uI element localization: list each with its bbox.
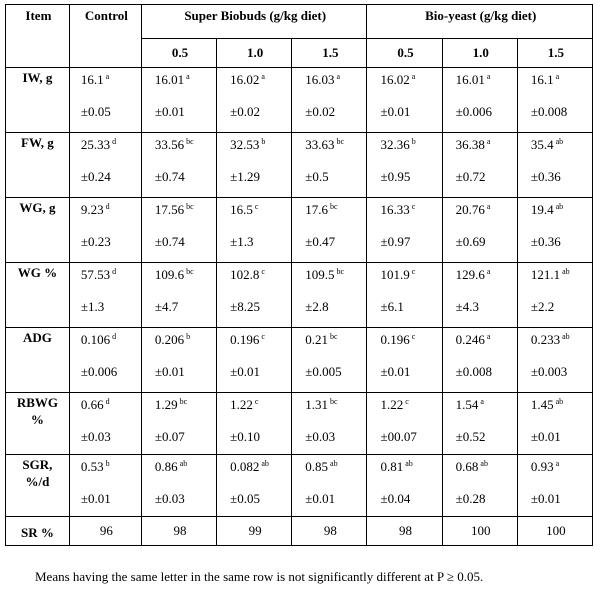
mean-number: 0.196 bbox=[230, 332, 260, 347]
value-cell bbox=[442, 455, 517, 517]
mean-value bbox=[380, 137, 415, 153]
mean-number: 16.1 bbox=[80, 72, 104, 87]
value-cell bbox=[517, 455, 592, 517]
mean-value bbox=[155, 267, 194, 283]
header-bio-yeast: Bio-yeast (g/kg diet) bbox=[367, 5, 593, 39]
value-cell bbox=[367, 133, 442, 198]
mean-number: 1.54 bbox=[455, 397, 479, 412]
mean-number: 0.85 bbox=[305, 459, 329, 474]
sd-value: ±0.05 bbox=[80, 104, 111, 119]
value-cell bbox=[217, 133, 292, 198]
significance-letter: b bbox=[186, 331, 191, 341]
mean-number: 0.082 bbox=[230, 459, 260, 474]
data-row bbox=[6, 68, 593, 133]
sd-value: ±6.1 bbox=[380, 299, 404, 314]
significance-letter: bc bbox=[186, 201, 194, 211]
significance-letter: a bbox=[186, 71, 190, 81]
mean-number: 101.9 bbox=[380, 267, 410, 282]
header-item: Item bbox=[6, 5, 70, 68]
sd-value: ±0.10 bbox=[230, 429, 260, 444]
header-super-biobuds: Super Biobuds (g/kg diet) bbox=[141, 5, 367, 39]
mean-number: 9.23 bbox=[80, 202, 104, 217]
significance-letter: a bbox=[486, 201, 491, 211]
value-cell bbox=[517, 133, 592, 198]
mean-value bbox=[305, 72, 340, 88]
mean-value bbox=[456, 202, 491, 218]
mean-value bbox=[81, 267, 116, 283]
sd-value: ±0.01 bbox=[380, 364, 411, 379]
mean-value bbox=[531, 397, 563, 413]
value-cell bbox=[442, 263, 517, 328]
sd-value: ±0.01 bbox=[530, 429, 561, 444]
significance-letter: d bbox=[112, 266, 117, 276]
sd-value: ±0.006 bbox=[455, 104, 493, 119]
significance-letter: a bbox=[486, 136, 491, 146]
significance-letter: ab bbox=[330, 458, 338, 468]
mean-value bbox=[155, 459, 187, 475]
mean-value bbox=[155, 332, 190, 348]
mean-number: 1.29 bbox=[154, 397, 178, 412]
significance-letter: ab bbox=[480, 458, 488, 468]
mean-number: 1.22 bbox=[380, 397, 404, 412]
sd-value: ±0.04 bbox=[380, 491, 411, 506]
sd-value: ±0.005 bbox=[305, 364, 342, 379]
mean-number: 32.36 bbox=[380, 137, 410, 152]
significance-letter: ab bbox=[555, 136, 564, 146]
sd-value: ±1.3 bbox=[230, 234, 254, 249]
mean-number: 32.53 bbox=[230, 137, 260, 152]
significance-letter: a bbox=[105, 71, 110, 81]
mean-number: 0.206 bbox=[154, 332, 185, 347]
sd-value: ±0.03 bbox=[80, 429, 111, 444]
significance-letter: b bbox=[261, 136, 266, 146]
significance-letter: c bbox=[261, 266, 265, 276]
significance-letter: bc bbox=[336, 136, 345, 146]
value-cell bbox=[517, 263, 592, 328]
sd-value: ±0.01 bbox=[154, 364, 185, 379]
mean-value bbox=[230, 72, 265, 88]
mean-value bbox=[456, 72, 491, 88]
mean-number: 16.02 bbox=[380, 72, 410, 87]
mean-value bbox=[230, 202, 258, 218]
sd-value: ±0.01 bbox=[530, 491, 561, 506]
sd-value: ±0.36 bbox=[530, 234, 561, 249]
row-label bbox=[6, 455, 70, 517]
sd-value: ±0.01 bbox=[380, 104, 411, 119]
significance-letter: d bbox=[112, 331, 117, 341]
sd-value: ±1.29 bbox=[230, 169, 260, 184]
sd-value: ±2.8 bbox=[305, 299, 329, 314]
mean-value bbox=[380, 267, 415, 283]
sr-value: 100 bbox=[517, 517, 592, 546]
value-cell bbox=[217, 263, 292, 328]
data-row bbox=[6, 393, 593, 455]
value-cell bbox=[442, 68, 517, 133]
value-cell bbox=[367, 263, 442, 328]
significance-letter: a bbox=[336, 71, 341, 81]
significance-letter: a bbox=[261, 71, 265, 81]
significance-letter: a bbox=[486, 71, 491, 81]
mean-number: 16.01 bbox=[154, 72, 185, 87]
mean-value bbox=[380, 332, 415, 348]
row-label-line: WG, g bbox=[19, 200, 56, 215]
mean-value bbox=[230, 137, 265, 153]
value-cell bbox=[292, 133, 367, 198]
sd-value: ±0.28 bbox=[455, 491, 486, 506]
value-cell bbox=[367, 198, 442, 263]
row-label-line: SGR, bbox=[22, 457, 53, 472]
significance-letter: b bbox=[411, 136, 416, 146]
value-cell bbox=[442, 198, 517, 263]
value-cell bbox=[69, 328, 141, 393]
data-row bbox=[6, 455, 593, 517]
mean-number: 17.6 bbox=[305, 202, 329, 217]
significance-letter: c bbox=[254, 201, 259, 211]
mean-value bbox=[155, 202, 194, 218]
mean-value bbox=[456, 332, 491, 348]
value-cell bbox=[69, 455, 141, 517]
significance-letter: bc bbox=[336, 266, 345, 276]
sr-value: 98 bbox=[367, 517, 442, 546]
value-cell bbox=[367, 393, 442, 455]
row-label-line: %/d bbox=[25, 474, 50, 489]
sd-value: ±0.008 bbox=[530, 104, 568, 119]
mean-number: 1.31 bbox=[305, 397, 329, 412]
mean-value bbox=[305, 459, 337, 475]
mean-number: 33.56 bbox=[154, 137, 185, 152]
mean-value bbox=[456, 137, 491, 153]
significance-letter: ab bbox=[555, 201, 564, 211]
significance-letter: bc bbox=[186, 136, 194, 146]
value-cell bbox=[517, 328, 592, 393]
value-cell bbox=[442, 393, 517, 455]
value-cell bbox=[69, 263, 141, 328]
value-cell bbox=[367, 68, 442, 133]
mean-number: 102.8 bbox=[230, 267, 260, 282]
sr-value: 100 bbox=[442, 517, 517, 546]
mean-value bbox=[531, 202, 563, 218]
sd-value: ±2.2 bbox=[530, 299, 555, 314]
significance-letter: ab bbox=[562, 331, 570, 341]
sd-value: ±0.01 bbox=[305, 491, 336, 506]
data-row bbox=[6, 263, 593, 328]
mean-number: 0.53 bbox=[80, 459, 104, 474]
value-cell bbox=[517, 393, 592, 455]
header-level: 1.5 bbox=[517, 39, 592, 68]
significance-letter: a bbox=[486, 331, 491, 341]
significance-letter: c bbox=[254, 396, 259, 406]
value-cell bbox=[217, 328, 292, 393]
sd-value: ±0.03 bbox=[154, 491, 185, 506]
sd-value: ±0.36 bbox=[530, 169, 561, 184]
mean-value bbox=[380, 397, 408, 413]
header-row bbox=[6, 5, 593, 39]
value-cell bbox=[141, 263, 216, 328]
mean-number: 33.63 bbox=[305, 137, 335, 152]
row-label-line: WG % bbox=[17, 265, 58, 280]
mean-value bbox=[531, 459, 559, 475]
sd-value: ±0.47 bbox=[305, 234, 336, 249]
mean-number: 0.196 bbox=[380, 332, 410, 347]
significance-letter: bc bbox=[330, 201, 338, 211]
row-label-line: FW, g bbox=[21, 135, 54, 150]
mean-value bbox=[456, 459, 488, 475]
mean-number: 16.01 bbox=[455, 72, 485, 87]
value-cell bbox=[292, 455, 367, 517]
value-cell bbox=[141, 133, 216, 198]
value-cell bbox=[517, 198, 592, 263]
sr-value: 98 bbox=[141, 517, 216, 546]
mean-number: 17.56 bbox=[154, 202, 185, 217]
sr-value: 98 bbox=[292, 517, 367, 546]
significance-letter: bc bbox=[179, 396, 188, 406]
mean-value bbox=[81, 459, 110, 475]
mean-number: 1.22 bbox=[230, 397, 253, 412]
value-cell bbox=[69, 393, 141, 455]
mean-value bbox=[380, 459, 412, 475]
row-label-line: ADG bbox=[22, 330, 52, 345]
mean-number: 121.1 bbox=[530, 267, 561, 282]
mean-value bbox=[456, 267, 491, 283]
mean-number: 0.233 bbox=[530, 332, 561, 347]
significance-letter: b bbox=[105, 458, 110, 468]
mean-value bbox=[531, 72, 559, 88]
value-cell bbox=[442, 328, 517, 393]
mean-number: 129.6 bbox=[455, 267, 485, 282]
row-label-line: % bbox=[30, 412, 44, 427]
significance-letter: ab bbox=[261, 458, 269, 468]
mean-number: 0.66 bbox=[80, 397, 104, 412]
significance-letter: c bbox=[411, 266, 416, 276]
sd-value: ±0.69 bbox=[455, 234, 486, 249]
value-cell bbox=[217, 393, 292, 455]
sd-value: ±0.01 bbox=[154, 104, 185, 119]
mean-number: 0.106 bbox=[80, 332, 111, 347]
mean-value bbox=[531, 332, 570, 348]
results-table-wrapper bbox=[5, 4, 593, 546]
row-label bbox=[6, 393, 70, 455]
sr-value: 99 bbox=[217, 517, 292, 546]
row-label bbox=[6, 133, 70, 198]
header-level: 0.5 bbox=[141, 39, 216, 68]
mean-number: 0.68 bbox=[455, 459, 479, 474]
mean-number: 35.4 bbox=[530, 137, 554, 152]
sd-value: ±0.23 bbox=[80, 234, 111, 249]
significance-letter: ab bbox=[562, 266, 570, 276]
mean-value bbox=[230, 459, 269, 475]
row-label-line: IW, g bbox=[22, 70, 53, 85]
value-cell bbox=[69, 68, 141, 133]
value-cell bbox=[292, 393, 367, 455]
mean-value bbox=[81, 72, 109, 88]
mean-number: 0.93 bbox=[530, 459, 554, 474]
sd-value: ±0.02 bbox=[305, 104, 336, 119]
sd-value: ±0.52 bbox=[455, 429, 486, 444]
mean-number: 57.53 bbox=[80, 267, 111, 282]
mean-value bbox=[155, 72, 190, 88]
header-level: 1.0 bbox=[442, 39, 517, 68]
mean-value bbox=[305, 397, 337, 413]
sd-value: ±0.01 bbox=[80, 491, 111, 506]
mean-value bbox=[531, 137, 563, 153]
mean-value bbox=[456, 397, 484, 413]
value-cell bbox=[292, 263, 367, 328]
significance-letter: c bbox=[405, 396, 409, 406]
mean-number: 0.21 bbox=[305, 332, 329, 347]
mean-number: 16.33 bbox=[380, 202, 410, 217]
mean-number: 16.03 bbox=[305, 72, 335, 87]
sd-value: ±0.03 bbox=[305, 429, 336, 444]
header-control: Control bbox=[69, 5, 141, 68]
mean-value bbox=[230, 397, 258, 413]
significance-letter: ab bbox=[405, 458, 413, 468]
mean-number: 0.86 bbox=[154, 459, 178, 474]
mean-number: 16.1 bbox=[530, 72, 554, 87]
mean-number: 0.246 bbox=[455, 332, 485, 347]
mean-number: 25.33 bbox=[80, 137, 111, 152]
mean-value bbox=[305, 332, 337, 348]
row-label: SR % bbox=[6, 517, 70, 546]
value-cell bbox=[69, 133, 141, 198]
significance-letter: a bbox=[480, 396, 484, 406]
mean-value bbox=[531, 267, 570, 283]
sr-row bbox=[6, 517, 593, 546]
sd-value: ±0.07 bbox=[154, 429, 185, 444]
value-cell bbox=[141, 68, 216, 133]
footnote: Means having the same letter in the same row is not significantly different at P ≥ 0.05. bbox=[35, 569, 484, 584]
data-row bbox=[6, 133, 593, 198]
value-cell bbox=[141, 328, 216, 393]
mean-value bbox=[305, 267, 344, 283]
mean-number: 16.5 bbox=[230, 202, 253, 217]
sd-value: ±0.006 bbox=[80, 364, 118, 379]
mean-value bbox=[305, 137, 344, 153]
mean-number: 20.76 bbox=[455, 202, 485, 217]
value-cell bbox=[442, 133, 517, 198]
significance-letter: bc bbox=[330, 331, 338, 341]
significance-letter: c bbox=[261, 331, 265, 341]
header-level: 1.0 bbox=[217, 39, 292, 68]
sd-value: ±0.02 bbox=[230, 104, 260, 119]
significance-letter: bc bbox=[186, 266, 194, 276]
mean-number: 16.02 bbox=[230, 72, 260, 87]
value-cell bbox=[292, 328, 367, 393]
value-cell bbox=[217, 455, 292, 517]
mean-value bbox=[380, 202, 415, 218]
mean-value bbox=[155, 397, 187, 413]
mean-value bbox=[155, 137, 194, 153]
sd-value: ±0.05 bbox=[230, 491, 260, 506]
row-label-line: RBWG bbox=[16, 395, 58, 410]
row-label bbox=[6, 68, 70, 133]
mean-value bbox=[81, 397, 110, 413]
significance-letter: a bbox=[555, 458, 560, 468]
sd-value: ±00.07 bbox=[380, 429, 417, 444]
data-row bbox=[6, 328, 593, 393]
significance-letter: d bbox=[105, 201, 110, 211]
mean-number: 36.38 bbox=[455, 137, 485, 152]
results-table bbox=[5, 4, 593, 546]
value-cell bbox=[292, 68, 367, 133]
mean-value bbox=[230, 332, 265, 348]
value-cell bbox=[217, 198, 292, 263]
sd-value: ±0.97 bbox=[380, 234, 411, 249]
value-cell bbox=[69, 198, 141, 263]
value-cell bbox=[367, 328, 442, 393]
significance-letter: c bbox=[411, 331, 416, 341]
sd-value: ±1.3 bbox=[80, 299, 105, 314]
significance-letter: a bbox=[411, 71, 416, 81]
sd-value: ±4.3 bbox=[455, 299, 480, 314]
significance-letter: d bbox=[105, 396, 110, 406]
mean-value bbox=[380, 72, 415, 88]
significance-letter: bc bbox=[330, 396, 338, 406]
row-label bbox=[6, 263, 70, 328]
header-level: 0.5 bbox=[367, 39, 442, 68]
mean-value bbox=[81, 202, 110, 218]
sd-value: ±8.25 bbox=[230, 299, 260, 314]
mean-number: 19.4 bbox=[530, 202, 554, 217]
mean-number: 109.6 bbox=[154, 267, 185, 282]
value-cell bbox=[141, 393, 216, 455]
significance-letter: ab bbox=[555, 396, 564, 406]
sr-value: 96 bbox=[69, 517, 141, 546]
value-cell bbox=[517, 68, 592, 133]
significance-letter: d bbox=[112, 136, 117, 146]
mean-number: 109.5 bbox=[305, 267, 335, 282]
value-cell bbox=[141, 198, 216, 263]
value-cell bbox=[217, 68, 292, 133]
sd-value: ±0.24 bbox=[80, 169, 111, 184]
row-label bbox=[6, 328, 70, 393]
mean-value bbox=[81, 332, 116, 348]
sd-value: ±0.74 bbox=[154, 169, 185, 184]
row-label bbox=[6, 198, 70, 263]
value-cell bbox=[292, 198, 367, 263]
mean-value bbox=[81, 137, 116, 153]
sd-value: ±0.01 bbox=[230, 364, 260, 379]
significance-letter: c bbox=[411, 201, 416, 211]
value-cell bbox=[141, 455, 216, 517]
mean-value bbox=[305, 202, 337, 218]
sd-value: ±0.5 bbox=[305, 169, 329, 184]
header-level: 1.5 bbox=[292, 39, 367, 68]
data-row bbox=[6, 198, 593, 263]
sd-value: ±0.95 bbox=[380, 169, 411, 184]
significance-letter: a bbox=[555, 71, 560, 81]
mean-number: 0.81 bbox=[380, 459, 404, 474]
sd-value: ±0.003 bbox=[530, 364, 568, 379]
sd-value: ±0.74 bbox=[154, 234, 185, 249]
significance-letter: a bbox=[486, 266, 491, 276]
value-cell bbox=[367, 455, 442, 517]
significance-letter: ab bbox=[179, 458, 188, 468]
sd-value: ±0.008 bbox=[455, 364, 493, 379]
sd-value: ±4.7 bbox=[154, 299, 179, 314]
mean-number: 1.45 bbox=[530, 397, 554, 412]
mean-value bbox=[230, 267, 265, 283]
sd-value: ±0.72 bbox=[455, 169, 486, 184]
